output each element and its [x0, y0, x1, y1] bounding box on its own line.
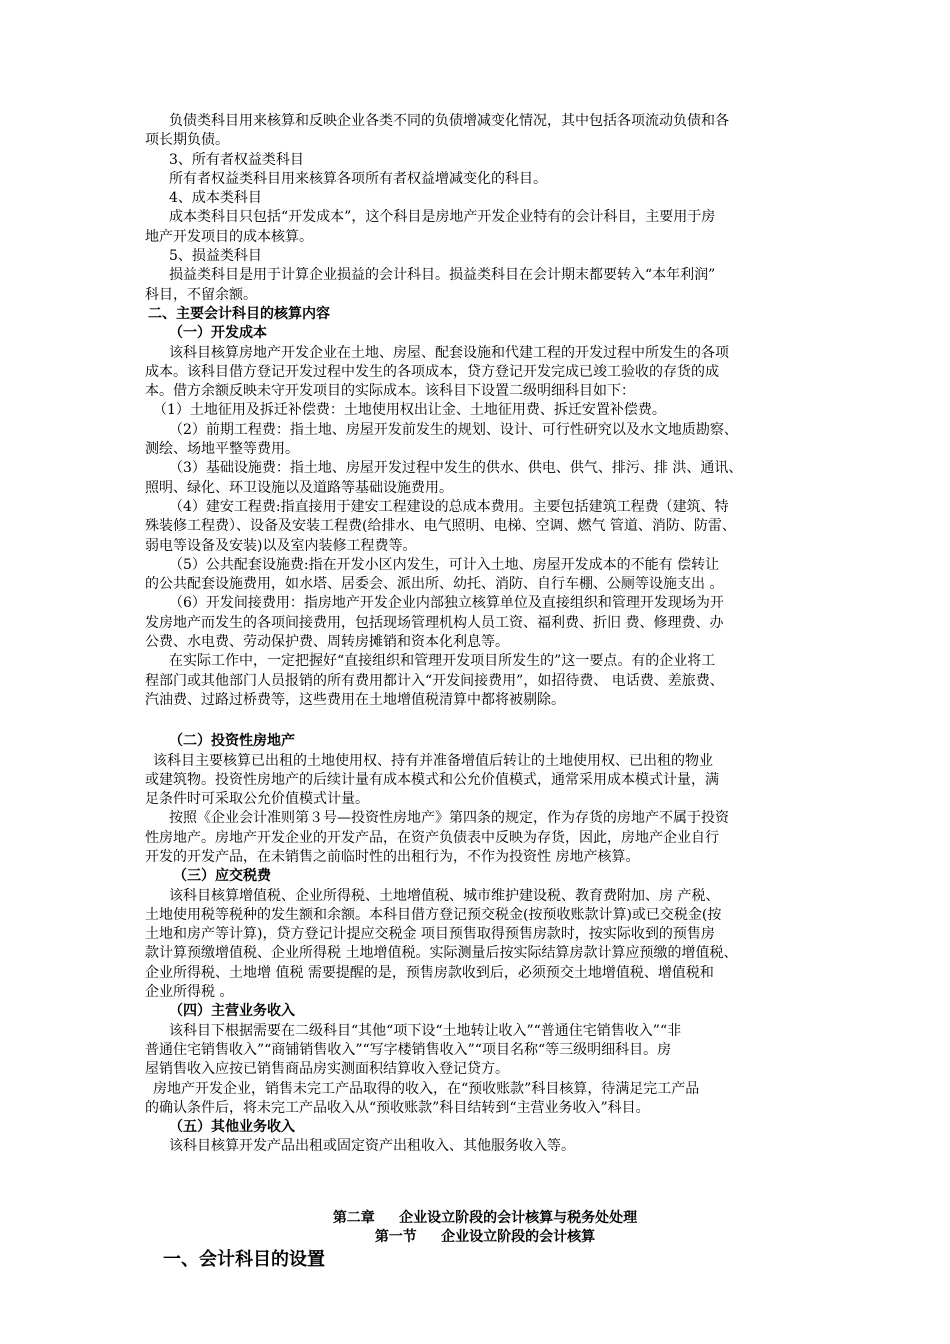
paragraph-line: 开发的开发产品，在未销售之前临时性的出租行为，不作为投资性 房地产核算。	[145, 848, 640, 865]
section-title: 第一节 企业设立阶段的会计核算	[374, 1228, 596, 1245]
list-item: （4）建安工程费:指直接用于建安工程建设的总成本费用。主要包括建筑工程费（建筑、特	[169, 498, 729, 515]
list-item: （5）公共配套设施费:指在开发小区内发生，可计入土地、房屋开发成本的不能有 偿转让	[169, 556, 720, 573]
paragraph-line: 科目，不留余额。	[145, 286, 257, 303]
paragraph-line: 本。借方余额反映未守开发项目的实际成本。该科目下设置二级明细科目如下：	[145, 383, 635, 400]
subsection-heading: （二）投资性房地产	[169, 733, 295, 750]
paragraph-line: 土地使用税等税种的发生额和余额。本科目借方登记预交税金(按预收账款计算)或已交税金(按	[145, 906, 722, 923]
paragraph-line: 该科目主要核算已出租的土地使用权、持有并准备增值后转让的土地使用权、已出租的物业	[153, 752, 713, 769]
paragraph-line: 企业所得税、土地增 值税 需要提醒的是，预售房款收到后，必须预交土地增值税、增值税和	[145, 964, 714, 981]
subheading: 3、所有者权益类科目	[169, 151, 304, 168]
subheading: 5、损益类科目	[169, 248, 262, 265]
paragraph-line: 性房地产。房地产开发企业的开发产品，在资产负债表中反映为存货，因此，房地产企业自行	[145, 829, 719, 846]
list-item: （2）前期工程费：指土地、房屋开发前发生的规划、设计、可行性研究以及水文地质勘察、	[169, 421, 738, 438]
paragraph-line: 的公共配套设施费用，如水塔、居委会、派出所、幼托、消防、自行车棚、公厕等设施支出 。	[145, 576, 724, 593]
subheading: 4、成本类科目	[169, 190, 262, 207]
paragraph-line: 程部门或其他部门人员报销的所有费用都计入“开发间接费用”，如招待费、 电话费、差旅费、	[145, 672, 724, 689]
document-page	[145, 112, 825, 1273]
chapter-title: 第二章 企业设立阶段的会计核算与税务处处理	[332, 1209, 638, 1226]
paragraph-line: 该科目下根据需要在二级科目“其他“项下设“土地转让收入”“普通住宅销售收入”“非	[169, 1022, 682, 1039]
paragraph-line: 成本。该科目借方登记开发过程中发生的各项成本，贷方登记开发完成已竣工验收的存货的成	[145, 363, 719, 380]
spacer	[145, 1157, 825, 1187]
paragraph-line: 在实际工作中，一定把握好“直接组织和管理开发项目所发生的”这一要点。有的企业将工	[169, 653, 716, 670]
paragraph-line: 房地产开发企业，销售未完工产品取得的收入，在“预收账款”科目核算，待满足完工产品	[153, 1080, 700, 1097]
paragraph-line: 弱电等设备及安装)以及室内装修工程费等。	[145, 537, 417, 554]
list-item: （3）基础设施费：指土地、房屋开发过程中发生的供水、供电、供气、排污、排 洪、通讯、	[169, 460, 743, 477]
list-item: （1）土地征用及拆迁补偿费：土地使用权出让金、土地征用费、拆迁安置补偿费。	[153, 402, 666, 419]
paragraph-line: 项长期负债。	[145, 132, 229, 149]
paragraph-line: 殊装修工程费）、设备及安装工程费(给排水、电气照明、电梯、空调、燃气 管道、消防、防雷、	[145, 518, 736, 535]
paragraph-line: 按照《企业会计准则第３号—投资性房地产》第四条的规定，作为存货的房地产不属于投资	[169, 810, 729, 827]
subsection-heading: （四）主营业务收入	[169, 1003, 295, 1020]
paragraph-line: 测绘、场地平整等费用。	[145, 441, 299, 458]
paragraph-line: 地产开发项目的成本核算。	[145, 228, 313, 245]
subsection-heading: （三）应交税费	[173, 868, 271, 885]
paragraph-line: 该科目核算开发产品出租或固定资产出租收入、其他服务收入等。	[169, 1138, 575, 1155]
paragraph-line: 足条件时可采取公允价值模式计量。	[145, 791, 369, 808]
paragraph-line: 土地和房产等计算)，贷方登记计提应交税金 项目预售取得预售房款时，按实际收到的预售房	[145, 926, 715, 943]
paragraph-line: 公费、水电费、劳动保护费、周转房摊销和资本化利息等。	[145, 634, 509, 651]
paragraph-line: 发房地产而发生的各项间接费用，包括现场管理机构人员工资、福利费、折旧 费、修理费、办	[145, 614, 724, 631]
paragraph-line: 屋销售收入应按已销售商品房实测面积结算收入登记贷方。	[145, 1061, 509, 1078]
paragraph-line: 成本类科目只包括“开发成本”，这个科目是房地产开发企业特有的会计科目，主要用于房	[169, 209, 716, 226]
paragraph-line: 损益类科目是用于计算企业损益的会计科目。损益类科目在会计期末都要转入“本年利润”	[169, 267, 716, 284]
paragraph-line: 普通住宅销售收入”“商铺销售收入”“写字楼销售收入”“项目名称“等三级明细科目。房	[145, 1041, 672, 1058]
section-heading-large: 一、会计科目的设置	[163, 1248, 325, 1270]
spacer	[145, 710, 825, 732]
paragraph-line: 所有者权益类科目用来核算各项所有者权益增减变化的科目。	[169, 170, 547, 187]
paragraph-line: 该科目核算房地产开发企业在土地、房屋、配套设施和代建工程的开发过程中所发生的各项	[169, 344, 729, 361]
paragraph-line: 企业所得税 。	[145, 984, 234, 1001]
spacer	[145, 1187, 825, 1209]
subsection-heading: （五）其他业务收入	[169, 1119, 295, 1136]
paragraph-line: 的确认条件后，将未完工产品收入从“预收账款”科目结转到“主营业务收入”科目。	[145, 1099, 650, 1116]
paragraph-line: 汽油费、过路过桥费等，这些费用在土地增值税清算中都将被剔除。	[145, 691, 565, 708]
paragraph-line: 该科目核算增值税、企业所得税、土地增值税、城市维护建设税、教育费附加、房 产税、	[169, 887, 720, 904]
paragraph-line: 负债类科目用来核算和反映企业各类不同的负债增减变化情况，其中包括各项流动负债和各	[169, 113, 729, 129]
list-item: （6）开发间接费用：指房地产开发企业内部独立核算单位及直接组织和管理开发现场为开	[169, 595, 724, 612]
section-heading: 二、主要会计科目的核算内容	[148, 305, 330, 322]
paragraph-line: 或建筑物。投资性房地产的后续计量有成本模式和公允价值模式，通常采用成本模式计量，满	[145, 771, 719, 788]
paragraph-line: 照明、绿化、环卫设施以及道路等基础设施费用。	[145, 479, 453, 496]
subsection-heading: （一）开发成本	[169, 325, 267, 342]
paragraph-line: 款计算预缴增值税、企业所得税 土地增值税。实际测量后按实际结算房款计算应预缴的增值税、	[145, 945, 738, 962]
